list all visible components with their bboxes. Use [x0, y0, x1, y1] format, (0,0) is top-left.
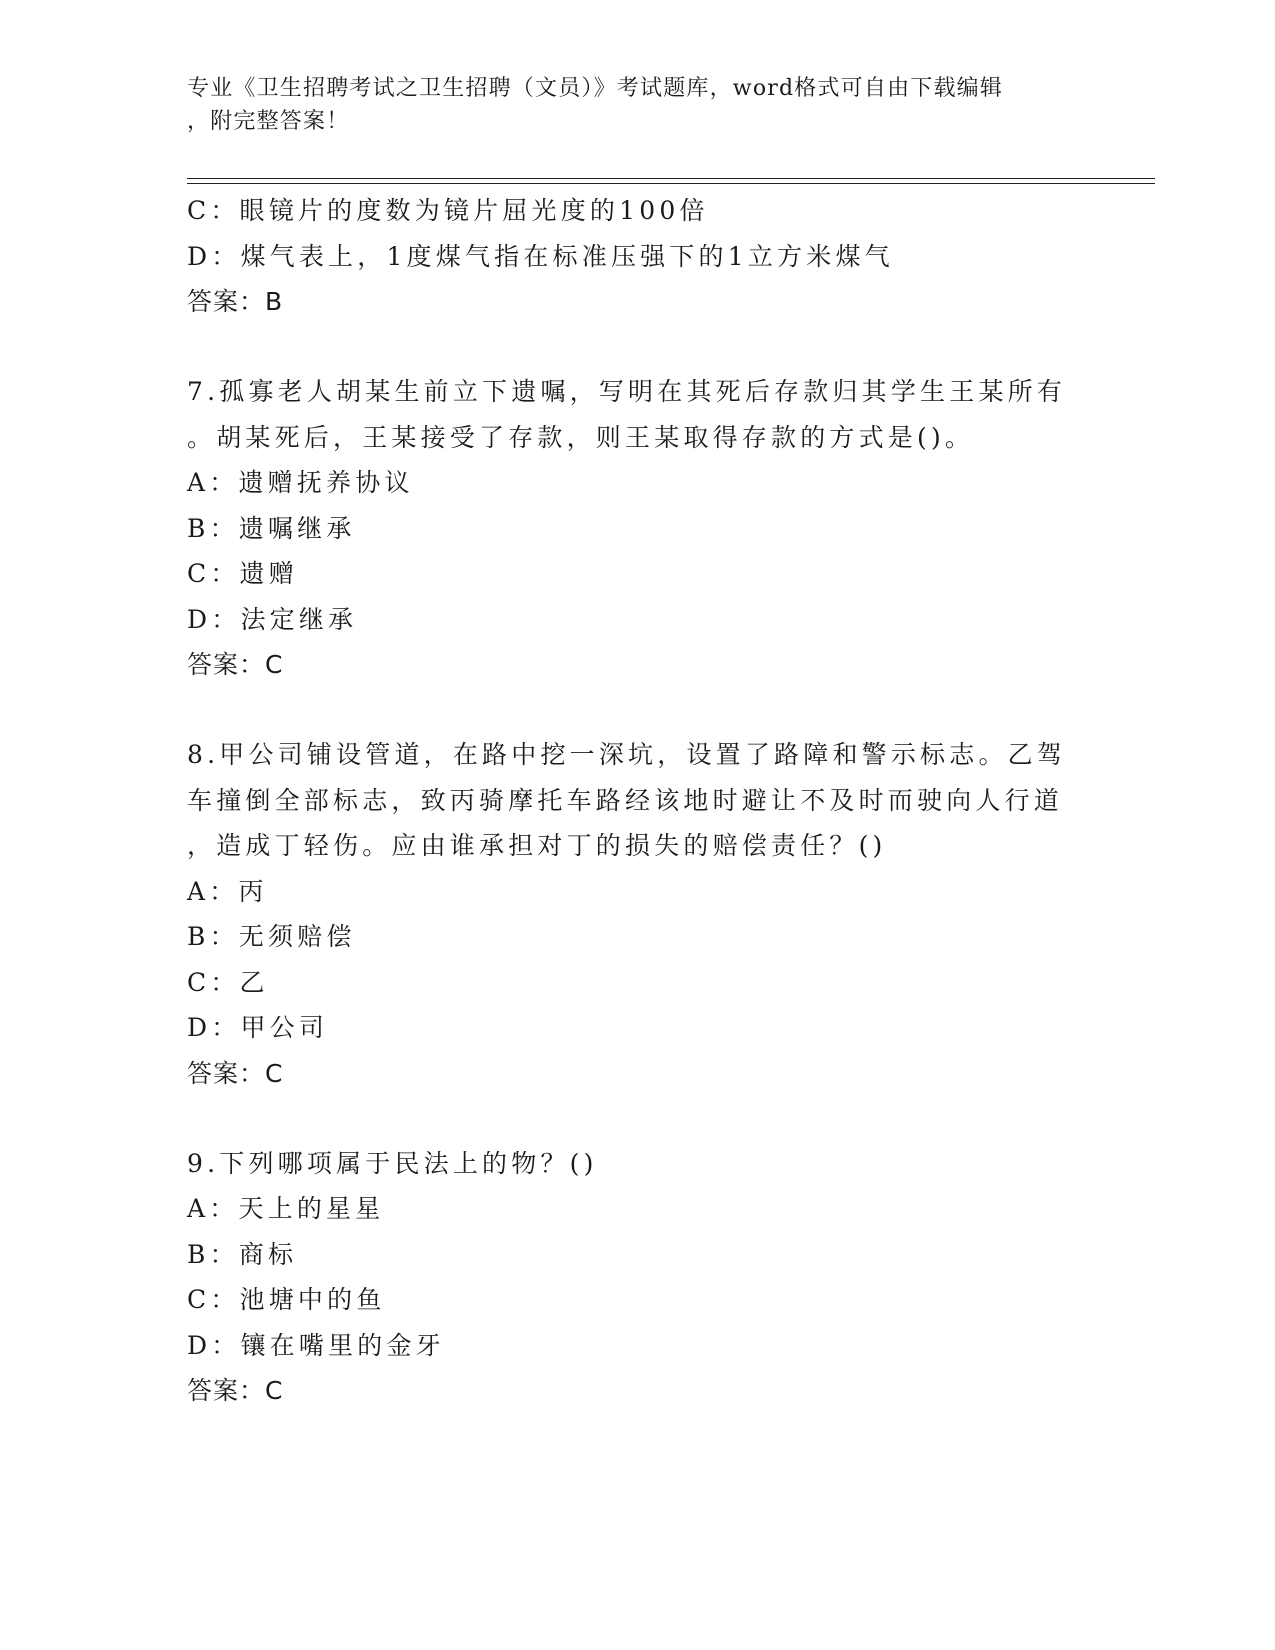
option-c: C：眼镜片的度数为镜片屈光度的100倍 — [187, 196, 709, 225]
prev-question-block — [187, 188, 1087, 325]
question-stem-line: 8.甲公司铺设管道，在路中挖一深坑，设置了路障和警示标志。乙驾 — [187, 740, 1067, 769]
spacer — [187, 688, 1087, 732]
question-stem-line: 。胡某死后，王某接受了存款，则王某取得存款的方式是()。 — [187, 422, 975, 452]
question-7 — [187, 369, 1087, 688]
answer-line: 答案：C — [187, 1376, 284, 1405]
option-d: D：法定继承 — [187, 604, 358, 634]
option-b: B：商标 — [187, 1239, 298, 1269]
document-body — [187, 188, 1087, 1414]
answer-line: 答案：C — [187, 650, 284, 679]
option-c: C：乙 — [187, 967, 269, 997]
header-line-2: ，附完整答案！ — [187, 109, 350, 134]
option-a: A：天上的星星 — [187, 1194, 385, 1223]
question-stem-line: 车撞倒全部标志，致丙骑摩托车路经该地时避让不及时而驶向人行道 — [187, 785, 1064, 815]
option-a: A：丙 — [187, 876, 268, 906]
question-stem-line: 9.下列哪项属于民法上的物？() — [187, 1148, 598, 1178]
option-d: D：煤气表上，1度煤气指在标准压强下的1立方米煤气 — [187, 241, 894, 271]
question-stem-line: ，造成丁轻伤。应由谁承担对丁的损失的赔偿责任？() — [187, 831, 887, 860]
answer-line: 答案：B — [187, 287, 284, 316]
option-c: C：池塘中的鱼 — [187, 1285, 386, 1314]
option-d: D：镶在嘴里的金牙 — [187, 1330, 445, 1360]
header-divider-top — [187, 178, 1155, 179]
spacer — [187, 1097, 1087, 1141]
question-9 — [187, 1141, 1087, 1415]
option-d: D：甲公司 — [187, 1013, 329, 1042]
spacer — [187, 325, 1087, 369]
option-c: C：遗赠 — [187, 559, 298, 588]
answer-line: 答案：C — [187, 1058, 284, 1088]
question-stem-line: 7.孤寡老人胡某生前立下遗嘱，写明在其死后存款归其学生王某所有 — [187, 377, 1067, 406]
option-a: A：遗赠抚养协议 — [187, 468, 414, 497]
header-divider-bottom — [187, 183, 1155, 184]
header-line-1: 专业《卫生招聘考试之卫生招聘（文员）》考试题库，word格式可自由下载编辑 — [187, 76, 1004, 101]
option-b: B：无须赔偿 — [187, 922, 356, 951]
question-8 — [187, 732, 1087, 1097]
document-header — [187, 72, 1067, 138]
option-b: B：遗嘱继承 — [187, 513, 356, 543]
